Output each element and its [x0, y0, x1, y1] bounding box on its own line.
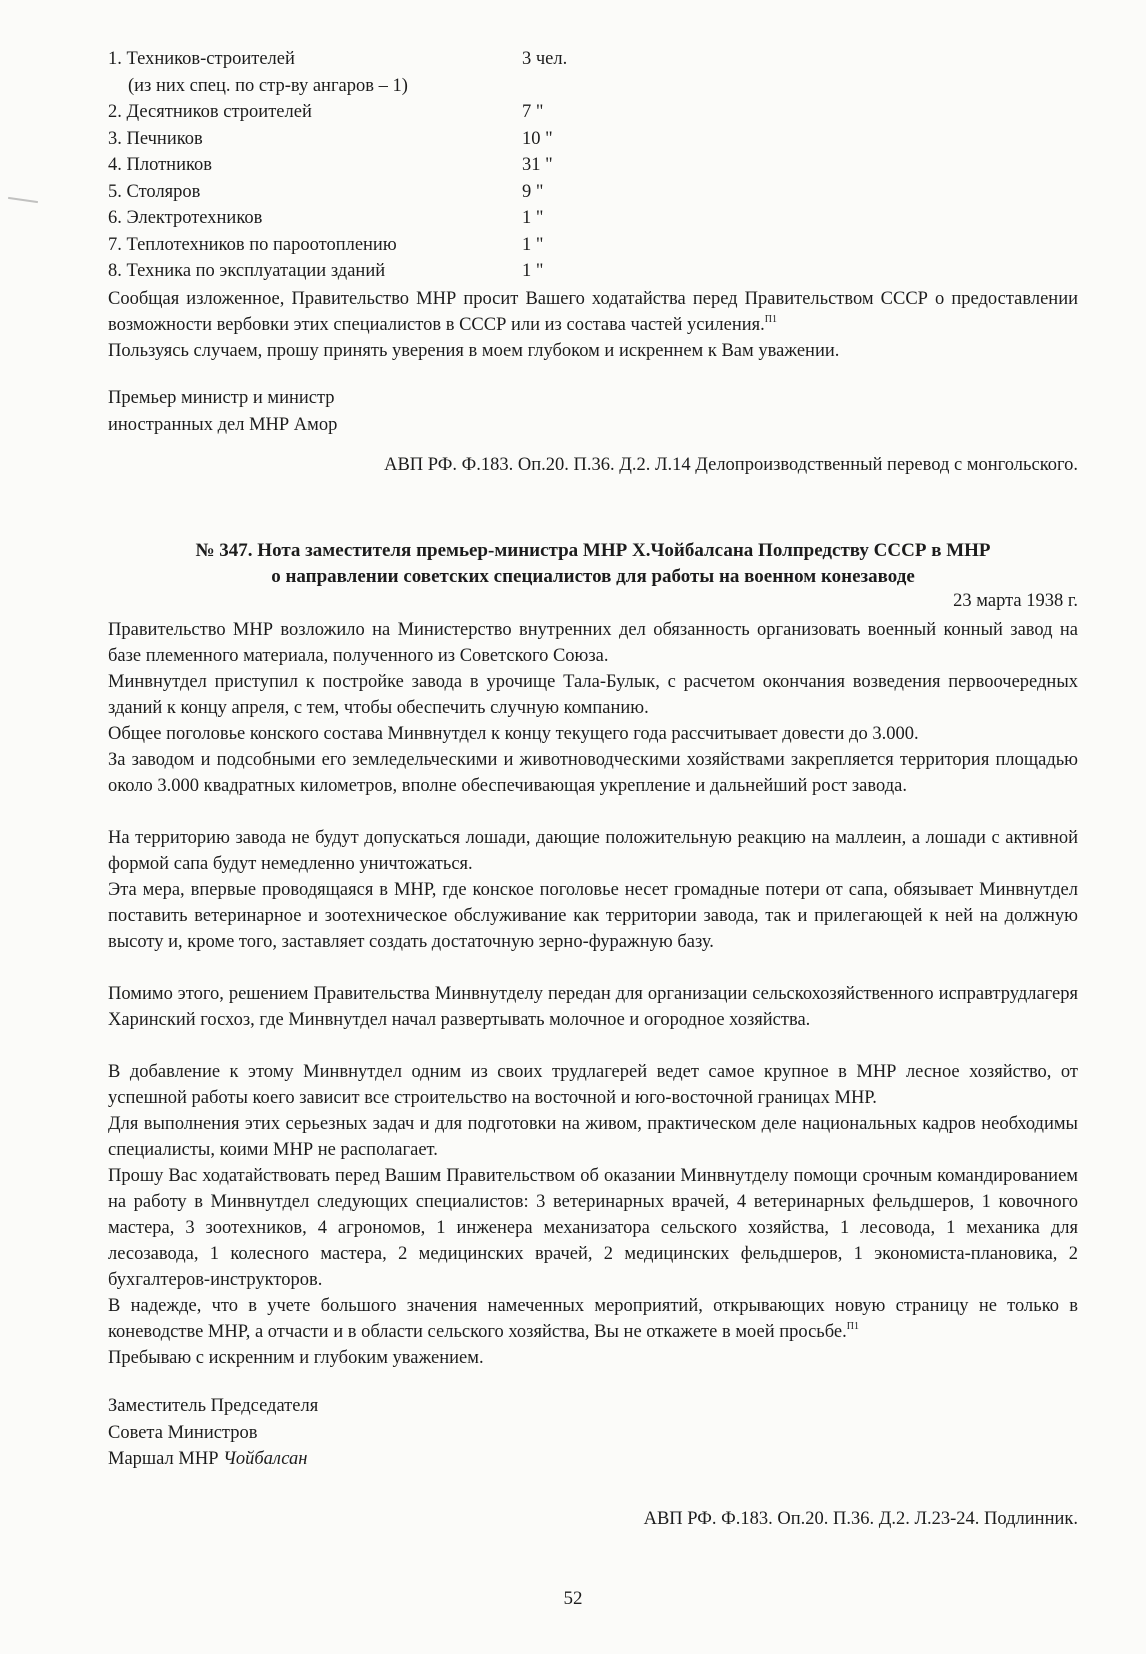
footnote-mark: П1: [846, 1321, 859, 1332]
doc346-paragraph: Сообщая изложенное, Правительство МНР просит Вашего ходатайства перед Правительством СССР о предоставлении возможности вербовки этих специалистов в СССР или из состава частей усиления.$^{П1}$: [108, 289, 1078, 335]
doc347-paragraph: Правительство МНР возложило на Министерство внутренних дел обязанность организовать военный конный завод на базе племенного материала, полученного из Советского Союза.: [108, 620, 1078, 666]
doc347-signature: Заместитель Председателя Совета Министров Маршал МНР Чойбалсан: [108, 1396, 319, 1469]
doc347-date: 23 марта 1938 г.: [953, 591, 1078, 611]
doc346-source: АВП РФ. Ф.183. Оп.20. П.36. Д.2. Л.14 Делопроизводственный перевод с монгольского.: [384, 455, 1078, 475]
doc347-paragraph: Прошу Вас ходатайствовать перед Вашим Правительством об оказании Минвнутделу помощи срочным командированием на работу в Минвнутдел следующих специалистов: 3 ветеринарных врачей, 4 ветеринарных фельдшеров, 1 ковочного мастера, 3 зоотехников, 4 агрономов, 1 инженера механизатора сельского хозяйства, 1 лесовода, 1 механика для лесозавода, 1 колесного мастера, 2 медицинских врачей, 2 медицинских фельдшеров, 1 экономиста-плановика, 2 бухгалтеров-инструкторов.: [108, 1166, 1078, 1290]
list-item: (из них спец. по стр-ву ангаров – 1): [128, 75, 408, 96]
list-item: 2. Десятников строителей 7 ": [108, 102, 544, 122]
footnote-mark: П1: [764, 314, 777, 325]
list-item: 1. Техников-строителей 3 чел.: [108, 49, 568, 69]
doc346-signature: Премьер министр и министр иностранных дел МНР Амор: [108, 388, 338, 435]
page-number: 52: [563, 1588, 583, 1609]
doc347-paragraph: Эта мера, впервые проводящаяся в МНР, где конское поголовье несет громадные потери от сапа, обязывает Минвнутдел поставить ветеринарное и зоотехническое обслуживание как территории завода, так и прилегающей к ней на должную высоту и, кроме того, заставляет создать достаточную зерно-фуражную базу.: [108, 880, 1078, 952]
list-item: 6. Электротехников 1 ": [108, 208, 544, 228]
doc347-paragraph: На территорию завода не будут допускаться лошади, дающие положительную реакцию на маллеин, а лошади с активной формой сапа будут немедленно уничтожаться.: [108, 828, 1078, 874]
doc347-paragraph: Общее поголовье конского состава Минвнутдел к концу текущего года рассчитывает довести до 3.000.: [108, 724, 919, 744]
list-item: 4. Плотников 31 ": [108, 155, 553, 175]
doc347-paragraph: В надежде, что в учете большого значения намеченных мероприятий, открывающих новую страницу не только в коневодстве МНР, а отчасти и в области сельского хозяйства, Вы не откажете в моей просьбе.$^{П1}$: [108, 1296, 1078, 1342]
signature-name: Чойбалсан: [223, 1449, 308, 1469]
staff-list: [108, 46, 708, 285]
list-item: 8. Техника по эксплуатации зданий 1 ": [108, 261, 544, 281]
doc347-paragraph: Минвнутдел приступил к постройке завода в урочище Тала-Булык, с расчетом окончания возведения первоочередных зданий к концу апреля, с тем, чтобы обеспечить случную компанию.: [108, 672, 1078, 718]
scan-mark: [8, 197, 38, 203]
doc347-paragraph: Пребываю с искренним и глубоким уважением.: [108, 1348, 484, 1368]
doc347-paragraph: Помимо этого, решением Правительства Минвнутделу передан для организации сельскохозяйственного исправтрудлагеря Харинский госхоз, где Минвнутдел начал развертывать молочное и огородное хозяйства.: [108, 984, 1078, 1030]
doc347-paragraph: За заводом и подсобными его земледельческими и животноводческими хозяйствами закрепляется территория площадью около 3.000 квадратных километров, вполне обеспечивающая укрепление и дальнейший рост завода.: [108, 750, 1078, 796]
doc347-paragraph: В добавление к этому Минвнутдел одним из своих трудлагерей ведет самое крупное в МНР лесное хозяйство, от успешной работы коего зависит все строительство на восточной и юго-восточной границах МНР.: [108, 1062, 1078, 1108]
doc347-title: № 347. Нота заместителя премьер-министра МНР Х.Чойбалсана Полпредству СССР в МНР о направлении советских специалистов для работы на военном конезаводе: [195, 540, 991, 587]
doc347-source: АВП РФ. Ф.183. Оп.20. П.36. Д.2. Л.23-24. Подлинник.: [643, 1509, 1078, 1529]
list-item: 5. Столяров 9 ": [108, 181, 544, 202]
doc347-paragraph: Для выполнения этих серьезных задач и для подготовки на живом, практическом деле национальных кадров необходимы специалисты, коими МНР не располагает.: [108, 1114, 1078, 1160]
list-item: 7. Теплотехников по пароотоплению 1 ": [108, 234, 544, 255]
list-item: 3. Печников 10 ": [108, 128, 553, 149]
doc346-paragraph: Пользуясь случаем, прошу принять уверения в моем глубоком и искреннем к Вам уважении.: [108, 341, 840, 361]
